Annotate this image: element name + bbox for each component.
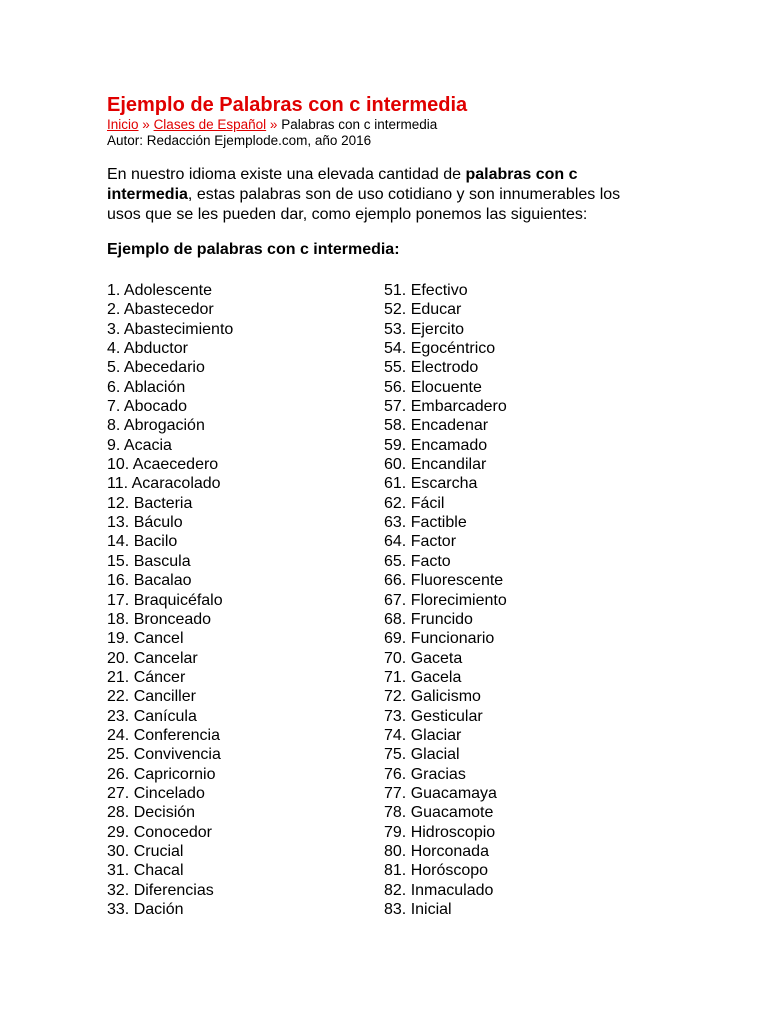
word-list-item: 54. Egocéntrico bbox=[384, 340, 496, 358]
word-list-item: 33. Dación bbox=[107, 901, 184, 918]
word-list-item: 24. Conferencia bbox=[107, 726, 220, 744]
word-list-item: 2. Abastecedor bbox=[107, 301, 214, 319]
word-list-item: 18. Bronceado bbox=[107, 610, 212, 628]
breadcrumb-home-link[interactable]: Inicio bbox=[107, 117, 139, 132]
word-list-item: 17. Braquicéfalo bbox=[107, 591, 223, 609]
word-list-item: 73. Gesticular bbox=[384, 707, 483, 725]
word-list-item: 81. Horóscopo bbox=[384, 862, 489, 880]
word-list-right bbox=[384, 281, 507, 919]
word-list-item: 83. Inicial bbox=[384, 901, 452, 918]
word-list-item: 20. Cancelar bbox=[107, 649, 198, 667]
word-list-item: 80. Horconada bbox=[384, 842, 489, 860]
word-list-item: 82. Inmaculado bbox=[384, 881, 494, 899]
word-list-item: 32. Diferencias bbox=[107, 881, 214, 899]
word-list-item: 70. Gaceta bbox=[384, 649, 463, 667]
word-list-item: 30. Crucial bbox=[107, 842, 184, 860]
word-list-item: 6. Ablación bbox=[107, 378, 186, 396]
breadcrumb-current: Palabras con c intermedia bbox=[281, 117, 438, 132]
word-list-item: 69. Funcionario bbox=[384, 630, 495, 648]
word-list-item: 19. Cancel bbox=[107, 630, 184, 648]
word-list-item: 1. Adolescente bbox=[107, 282, 212, 299]
intro-paragraph bbox=[107, 165, 647, 225]
word-list-item: 64. Factor bbox=[384, 533, 457, 551]
intro-bold-text: palabras con c intermedia bbox=[107, 166, 578, 203]
word-list-item: 76. Gracias bbox=[384, 765, 466, 783]
word-list-item: 4. Abductor bbox=[107, 340, 188, 358]
word-list-item: 26. Capricornio bbox=[107, 765, 216, 783]
word-list-item: 62. Fácil bbox=[384, 494, 445, 512]
word-list-item: 27. Cincelado bbox=[107, 784, 205, 802]
word-list-item: 55. Electrodo bbox=[384, 359, 479, 377]
word-list-item: 78. Guacamote bbox=[384, 804, 494, 822]
word-list-item: 3. Abastecimiento bbox=[107, 320, 234, 338]
word-list-item: 28. Decisión bbox=[107, 804, 196, 822]
word-list-item: 10. Acaecedero bbox=[107, 456, 219, 474]
word-list-item: 51. Efectivo bbox=[384, 282, 468, 299]
word-list-item: 56. Elocuente bbox=[384, 378, 482, 396]
word-list-item: 75. Glacial bbox=[384, 746, 460, 764]
word-list-item: 53. Ejercito bbox=[384, 320, 465, 338]
word-list-item: 72. Galicismo bbox=[384, 688, 481, 706]
word-list-item: 57. Embarcadero bbox=[384, 398, 507, 416]
list-heading: Ejemplo de palabras con c intermedia: bbox=[107, 241, 400, 258]
word-list-item: 11. Acaracolado bbox=[107, 475, 221, 493]
word-list-item: 71. Gacela bbox=[384, 668, 462, 686]
word-list-item: 60. Encandilar bbox=[384, 456, 487, 474]
word-list-item: 79. Hidroscopio bbox=[384, 823, 496, 841]
word-list-item: 65. Facto bbox=[384, 552, 451, 570]
author-line: Autor: Redacción Ejemplode.com, año 2016 bbox=[107, 133, 372, 148]
word-list-item: 23. Canícula bbox=[107, 707, 197, 725]
word-list-item: 63. Factible bbox=[384, 514, 467, 532]
word-list-item: 52. Educar bbox=[384, 301, 462, 319]
word-list-item: 31. Chacal bbox=[107, 862, 184, 880]
word-list-item: 29. Conocedor bbox=[107, 823, 212, 841]
word-list-item: 21. Cáncer bbox=[107, 668, 186, 686]
word-list-item: 8. Abrogación bbox=[107, 417, 205, 435]
word-list-item: 5. Abecedario bbox=[107, 359, 205, 377]
breadcrumb-category-link[interactable]: Clases de Español bbox=[153, 117, 267, 132]
word-list-item: 13. Báculo bbox=[107, 514, 183, 532]
word-list-item: 25. Convivencia bbox=[107, 746, 221, 764]
word-list-item: 12. Bacteria bbox=[107, 494, 193, 512]
breadcrumb-separator: » bbox=[269, 117, 278, 132]
word-list-item: 77. Guacamaya bbox=[384, 784, 497, 802]
word-list-item: 74. Glaciar bbox=[384, 726, 462, 744]
word-list-item: 16. Bacalao bbox=[107, 572, 192, 590]
page-title: Ejemplo de Palabras con c intermedia bbox=[107, 94, 468, 116]
word-list-item: 7. Abocado bbox=[107, 398, 188, 416]
breadcrumb-separator: » bbox=[142, 117, 150, 132]
word-list-left bbox=[107, 281, 233, 919]
word-list-item: 22. Canciller bbox=[107, 688, 196, 706]
intro-text-after: , estas palabras son de uso cotidiano y son innumerables los usos que se les pueden dar, como ejemplo ponemos las siguientes: bbox=[107, 186, 621, 223]
word-list-item: 66. Fluorescente bbox=[384, 572, 504, 590]
intro-text-before: En nuestro idioma existe una elevada cantidad de bbox=[107, 166, 466, 183]
word-list-item: 67. Florecimiento bbox=[384, 591, 507, 609]
word-list-item: 9. Acacia bbox=[107, 436, 172, 454]
word-list-item: 61. Escarcha bbox=[384, 475, 478, 493]
word-list-item: 14. Bacilo bbox=[107, 533, 178, 551]
breadcrumb bbox=[107, 116, 437, 133]
word-list-item: 15. Bascula bbox=[107, 552, 191, 570]
word-list-item: 59. Encamado bbox=[384, 436, 488, 454]
word-list-item: 68. Fruncido bbox=[384, 610, 473, 628]
word-list-item: 58. Encadenar bbox=[384, 417, 489, 435]
